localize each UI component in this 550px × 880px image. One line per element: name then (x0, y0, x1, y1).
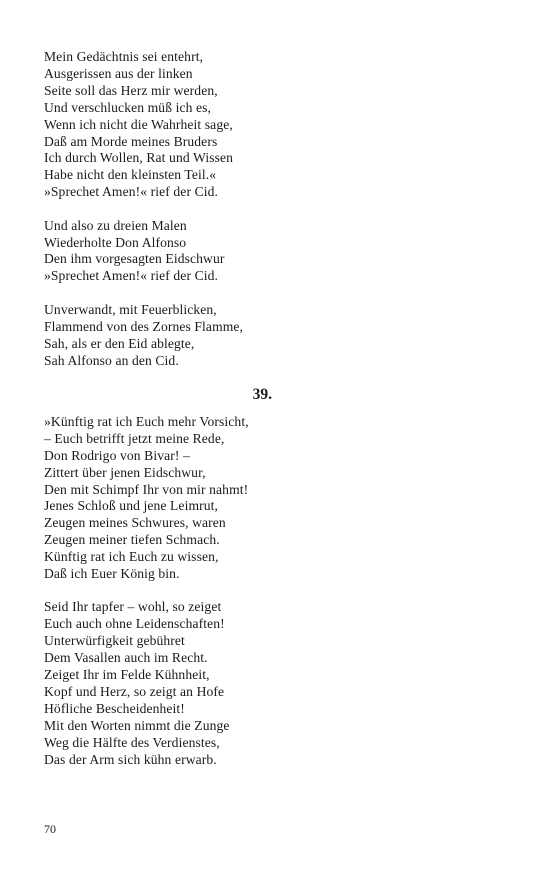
verse-line: »Künftig rat ich Euch mehr Vorsicht, (44, 413, 249, 429)
verse-line: Don Rodrigo von Bivar! – (44, 447, 190, 463)
verse-line: Ausgerissen aus der linken (44, 65, 193, 81)
verse-line: Unterwürfigkeit gebühret (44, 633, 185, 649)
verse-line: Zeugen meines Schwures, waren (44, 515, 226, 531)
verse-line: Seite soll das Herz mir werden, (44, 82, 218, 98)
verse-line: Sah Alfonso an den Cid. (44, 352, 179, 368)
verse-line: Kopf und Herz, so zeigt an Hofe (44, 684, 225, 699)
verse-line: Habe nicht den kleinsten Teil.« (44, 167, 217, 183)
verse-line: Mein Gedächtnis sei entehrt, (44, 49, 204, 64)
verse-line: Daß am Morde meines Bruders (44, 133, 218, 149)
verse-line: Den ihm vorgesagten Eidschwur (44, 251, 225, 267)
section-b (44, 414, 504, 769)
verse-line: Jenes Schloß und jene Leimrut, (44, 498, 219, 514)
verse-line: Ich durch Wollen, Rat und Wissen (44, 150, 234, 166)
verse-line: Wiederholte Don Alfonso (44, 234, 187, 250)
verse-line: »Sprechet Amen!« rief der Cid. (44, 184, 219, 200)
verse-line: Sah, als er den Eid ablegte, (44, 335, 195, 351)
verse-line: Höfliche Bescheidenheit! (44, 700, 185, 716)
verse-line: Künftig rat ich Euch zu wissen, (44, 549, 219, 565)
section-a (44, 49, 504, 369)
verse-line: Den mit Schimpf Ihr von mir nahmt! (44, 481, 249, 497)
verse-line: Seid Ihr tapfer – wohl, so zeiget (44, 599, 222, 615)
stanza (44, 49, 504, 201)
verse-line: Und also zu dreien Malen (44, 217, 187, 233)
verse-line: Und verschlucken müß ich es, (44, 99, 212, 115)
verse-line: – Euch betrifft jetzt meine Rede, (44, 430, 225, 446)
verse-line: Euch auch ohne Leidenschaften! (44, 616, 225, 632)
verse-line: Unverwandt, mit Feuerblicken, (44, 301, 217, 317)
verse-line: Mit den Worten nimmt die Zunge (44, 717, 230, 733)
verse-line: Daß ich Euer König bin. (44, 566, 180, 582)
verse-line: Zeugen meiner tiefen Schmach. (44, 532, 220, 548)
stanza (44, 218, 504, 286)
verse-line: Zittert über jenen Eidschwur, (44, 464, 206, 480)
stanza (44, 302, 504, 370)
verse-line: Flammend von des Zornes Flamme, (44, 318, 244, 334)
stanza (44, 599, 504, 768)
section-heading: 39. (252, 385, 272, 403)
verse-line: Dem Vasallen auch im Recht. (44, 650, 208, 666)
verse-line: »Sprechet Amen!« rief der Cid. (44, 268, 219, 284)
verse-line: Wenn ich nicht die Wahrheit sage, (44, 116, 233, 132)
verse-line: Das der Arm sich kühn erwarb. (44, 751, 217, 767)
verse-line: Weg die Hälfte des Verdienstes, (44, 734, 220, 750)
verse-line: Zeiget Ihr im Felde Kühnheit, (44, 667, 210, 683)
page-body (44, 49, 504, 785)
page-number: 70 (44, 822, 56, 836)
stanza (44, 414, 504, 583)
